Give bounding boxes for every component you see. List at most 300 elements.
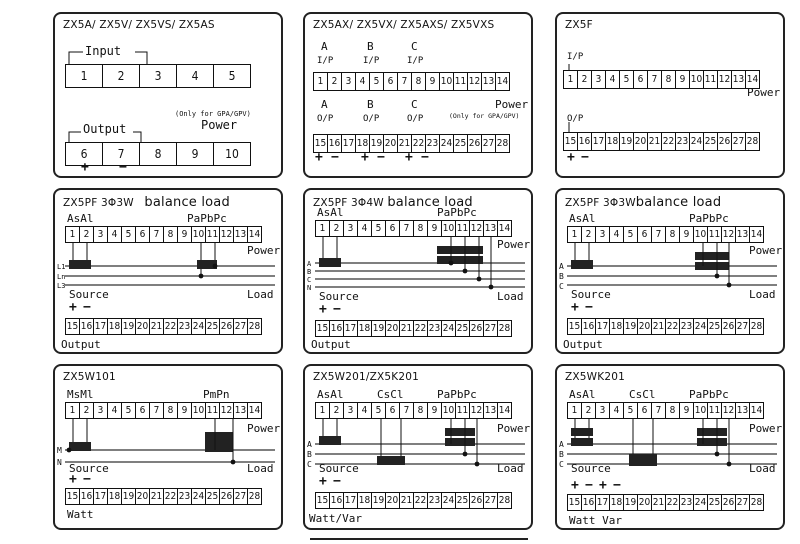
terminal-14: 14 [749, 226, 764, 243]
source-label: Source [319, 462, 359, 475]
terminal-8: 8 [665, 402, 680, 419]
terminal-3: 3 [93, 226, 108, 243]
line-l3: L3 [57, 282, 66, 290]
terminal-24: 24 [689, 132, 704, 151]
terminal-15: 15 [315, 320, 330, 337]
panel-title: ZX5F [565, 19, 593, 31]
terminal-26: 26 [467, 134, 482, 153]
cscl-label: CsCl [629, 388, 656, 401]
terminal-21: 21 [651, 318, 666, 335]
terminal-1: 1 [65, 64, 103, 88]
terminal-9: 9 [679, 226, 694, 243]
terminal-6: 6 [135, 402, 150, 419]
terminal-2: 2 [79, 226, 94, 243]
terminal-22: 22 [413, 320, 428, 337]
terminal-18: 18 [107, 488, 122, 505]
terminal-20: 20 [135, 488, 150, 505]
terminal-17: 17 [93, 318, 108, 335]
terminal-20: 20 [135, 318, 150, 335]
terminal-10: 10 [693, 402, 708, 419]
load-label: Load [497, 290, 524, 303]
minus-sign: − [119, 160, 127, 175]
plus-sign-c: + [405, 150, 413, 165]
plus-sign: + [81, 160, 89, 175]
terminal-5: 5 [623, 402, 638, 419]
output-label: Watt [67, 508, 94, 521]
panel-zx5ax [303, 12, 533, 178]
terminal-10: 10 [191, 226, 206, 243]
terminal-13: 13 [735, 402, 750, 419]
line-a: A [307, 440, 312, 449]
terminal-17: 17 [343, 492, 358, 509]
terminal-9: 9 [427, 220, 442, 237]
terminal-6: 6 [385, 402, 400, 419]
terminal-23: 23 [177, 318, 192, 335]
terminal-strip-bottom [315, 320, 511, 337]
terminal-21: 21 [651, 494, 666, 511]
terminal-12: 12 [469, 220, 484, 237]
terminal-23: 23 [679, 318, 694, 335]
minus-sign: − [333, 302, 341, 317]
terminal-5: 5 [121, 402, 136, 419]
terminal-27: 27 [735, 318, 750, 335]
terminal-strip-bottom [567, 318, 763, 335]
terminal-13: 13 [233, 226, 248, 243]
terminal-11: 11 [707, 402, 722, 419]
op-label-a: O/P [317, 114, 334, 124]
line-c: C [559, 460, 564, 469]
load-label: Load [749, 288, 776, 301]
terminal-9: 9 [177, 226, 192, 243]
terminal-19: 19 [623, 318, 638, 335]
line-b: B [559, 272, 564, 281]
terminal-28: 28 [497, 320, 512, 337]
terminal-7: 7 [149, 402, 164, 419]
terminal-19: 19 [371, 492, 386, 509]
minus-sign-1: − [585, 478, 593, 493]
terminal-18: 18 [107, 318, 122, 335]
terminal-20: 20 [383, 134, 398, 153]
line-c: C [307, 276, 312, 284]
terminal-2: 2 [329, 402, 344, 419]
panel-zx5pf-3p3w [53, 188, 283, 354]
terminal-2: 2 [329, 220, 344, 237]
terminal-6: 6 [65, 142, 103, 166]
terminal-9: 9 [425, 72, 440, 91]
terminal-21: 21 [647, 132, 662, 151]
terminal-18: 18 [355, 134, 370, 153]
terminal-12: 12 [219, 226, 234, 243]
gpa-note: (Only for GPA/GPV) [449, 112, 520, 120]
panel-title-model: ZX5PF 3Φ4W [313, 197, 384, 209]
phase-b-label: B [367, 40, 374, 53]
output-label: Watt Var [569, 514, 622, 527]
terminal-7: 7 [651, 226, 666, 243]
terminal-7: 7 [399, 402, 414, 419]
panel-title: ZX5A/ ZX5V/ ZX5VS/ ZX5AS [63, 19, 215, 31]
plus-sign-2: + [599, 478, 607, 493]
terminal-16: 16 [329, 492, 344, 509]
terminal-strip-bottom [65, 488, 261, 505]
terminal-13: 13 [731, 70, 746, 89]
source-label: Source [319, 290, 359, 303]
terminal-17: 17 [343, 320, 358, 337]
terminal-11: 11 [455, 220, 470, 237]
terminal-13: 13 [233, 402, 248, 419]
power-label: Power [247, 244, 281, 257]
terminal-22: 22 [413, 492, 428, 509]
terminal-22: 22 [163, 318, 178, 335]
output-label: Watt/Var [309, 512, 362, 525]
terminal-1: 1 [567, 402, 582, 419]
terminal-28: 28 [749, 494, 764, 511]
terminal-25: 25 [703, 132, 718, 151]
source-label: Source [571, 462, 611, 475]
terminal-27: 27 [731, 132, 746, 151]
power-label: Power [247, 422, 281, 435]
terminal-4: 4 [107, 226, 122, 243]
terminal-25: 25 [205, 488, 220, 505]
terminal-5: 5 [371, 402, 386, 419]
line-b: B [307, 450, 312, 459]
terminal-10: 10 [441, 402, 456, 419]
terminal-3: 3 [139, 64, 177, 88]
terminal-20: 20 [637, 318, 652, 335]
panel-title-model: ZX5PF 3Φ3W [565, 197, 636, 209]
terminal-7: 7 [651, 402, 666, 419]
terminal-21: 21 [399, 492, 414, 509]
terminal-5: 5 [623, 226, 638, 243]
terminal-11: 11 [703, 70, 718, 89]
terminal-24: 24 [439, 134, 454, 153]
source-label: Source [571, 288, 611, 301]
terminal-11: 11 [205, 226, 220, 243]
terminal-strip-bottom [315, 492, 511, 509]
ip-label: I/P [567, 52, 584, 62]
terminal-14: 14 [745, 70, 760, 89]
terminal-7: 7 [647, 70, 662, 89]
terminal-22: 22 [661, 132, 676, 151]
terminal-19: 19 [371, 320, 386, 337]
minus-sign-c: − [421, 150, 429, 165]
terminal-4: 4 [609, 402, 624, 419]
terminal-26: 26 [721, 318, 736, 335]
line-l1: L1 [57, 263, 66, 271]
phase-b-label-out: B [367, 98, 374, 111]
terminal-22: 22 [411, 134, 426, 153]
terminal-17: 17 [93, 488, 108, 505]
terminal-17: 17 [341, 134, 356, 153]
terminal-28: 28 [247, 318, 262, 335]
terminal-strip-bottom [65, 318, 261, 335]
plus-sign: + [69, 300, 77, 315]
terminal-22: 22 [665, 318, 680, 335]
terminal-3: 3 [93, 402, 108, 419]
terminal-16: 16 [577, 132, 592, 151]
terminal-strip-top [65, 64, 250, 88]
load-label: Load [749, 462, 776, 475]
terminal-9: 9 [675, 70, 690, 89]
power-label: Power [497, 422, 531, 435]
asai-label: AsAl [569, 388, 596, 401]
terminal-16: 16 [329, 320, 344, 337]
terminal-28: 28 [497, 492, 512, 509]
plus-sign: + [319, 302, 327, 317]
terminal-28: 28 [745, 132, 760, 151]
terminal-4: 4 [609, 226, 624, 243]
terminal-26: 26 [469, 320, 484, 337]
terminal-9: 9 [176, 142, 214, 166]
power-label: Power [749, 244, 783, 257]
line-m: M [57, 446, 62, 455]
terminal-15: 15 [567, 494, 582, 511]
terminal-13: 13 [481, 72, 496, 91]
panel-zx5wk201 [555, 364, 785, 530]
minus-sign: − [333, 474, 341, 489]
terminal-14: 14 [497, 402, 512, 419]
terminal-25: 25 [455, 492, 470, 509]
terminal-25: 25 [455, 320, 470, 337]
terminal-13: 13 [735, 226, 750, 243]
terminal-18: 18 [357, 492, 372, 509]
line-b: B [559, 450, 564, 459]
terminal-5: 5 [121, 226, 136, 243]
terminal-23: 23 [427, 320, 442, 337]
terminal-14: 14 [749, 402, 764, 419]
terminal-16: 16 [581, 494, 596, 511]
terminal-26: 26 [721, 494, 736, 511]
terminal-11: 11 [455, 402, 470, 419]
gpa-note: (Only for GPA/GPV) [175, 110, 251, 118]
source-label: Source [69, 462, 109, 475]
panel-title-mode: balance load [144, 195, 230, 210]
terminal-8: 8 [139, 142, 177, 166]
minus-sign: − [581, 150, 589, 165]
terminal-24: 24 [441, 320, 456, 337]
ip-label-b: I/P [363, 56, 380, 66]
terminal-19: 19 [121, 318, 136, 335]
terminal-7: 7 [102, 142, 140, 166]
terminal-4: 4 [176, 64, 214, 88]
terminal-21: 21 [397, 134, 412, 153]
line-ln: Ln [57, 273, 66, 281]
minus-sign: − [585, 300, 593, 315]
terminal-23: 23 [679, 494, 694, 511]
terminal-18: 18 [609, 494, 624, 511]
terminal-20: 20 [385, 320, 400, 337]
source-label: Source [69, 288, 109, 301]
terminal-20: 20 [385, 492, 400, 509]
minus-sign-2: − [613, 478, 621, 493]
line-n: N [57, 458, 62, 467]
terminal-5: 5 [371, 220, 386, 237]
terminal-12: 12 [467, 72, 482, 91]
terminal-8: 8 [413, 220, 428, 237]
terminal-3: 3 [343, 220, 358, 237]
terminal-24: 24 [191, 318, 206, 335]
terminal-strip-bottom [563, 132, 759, 151]
terminal-26: 26 [469, 492, 484, 509]
line-a: A [307, 260, 312, 268]
terminal-4: 4 [357, 402, 372, 419]
plus-sign-1: + [571, 478, 579, 493]
terminal-1: 1 [313, 72, 328, 91]
panel-zx5pf-3p4w [303, 188, 533, 354]
terminal-3: 3 [595, 226, 610, 243]
terminal-6: 6 [385, 220, 400, 237]
terminal-28: 28 [749, 318, 764, 335]
terminal-4: 4 [107, 402, 122, 419]
cropped-panel-edge [310, 538, 528, 544]
load-label: Load [247, 462, 274, 475]
terminal-6: 6 [637, 402, 652, 419]
terminal-10: 10 [439, 72, 454, 91]
terminal-24: 24 [693, 494, 708, 511]
papbpc-label: PaPbPc [187, 212, 227, 225]
cscl-label: CsCl [377, 388, 404, 401]
terminal-1: 1 [315, 402, 330, 419]
papbpc-label: PaPbPc [689, 388, 729, 401]
terminal-13: 13 [483, 402, 498, 419]
terminal-18: 18 [605, 132, 620, 151]
terminal-15: 15 [65, 488, 80, 505]
terminal-20: 20 [637, 494, 652, 511]
asai-label: AsAl [67, 212, 94, 225]
terminal-1: 1 [563, 70, 578, 89]
line-c: C [307, 460, 312, 469]
terminal-27: 27 [233, 318, 248, 335]
terminal-28: 28 [247, 488, 262, 505]
terminal-2: 2 [102, 64, 140, 88]
terminal-27: 27 [481, 134, 496, 153]
plus-sign: + [69, 472, 77, 487]
terminal-17: 17 [591, 132, 606, 151]
terminal-1: 1 [65, 402, 80, 419]
terminal-19: 19 [121, 488, 136, 505]
asai-label: AsAl [317, 388, 344, 401]
minus-sign-b: − [377, 150, 385, 165]
terminal-18: 18 [609, 318, 624, 335]
line-a: A [559, 262, 564, 271]
terminal-6: 6 [383, 72, 398, 91]
terminal-10: 10 [689, 70, 704, 89]
terminal-12: 12 [219, 402, 234, 419]
terminal-15: 15 [315, 492, 330, 509]
terminal-24: 24 [693, 318, 708, 335]
terminal-14: 14 [495, 72, 510, 91]
power-label: Power [749, 422, 783, 435]
terminal-11: 11 [707, 226, 722, 243]
panel-zx5f [555, 12, 785, 178]
power-label: Power [495, 98, 529, 111]
terminal-9: 9 [177, 402, 192, 419]
terminal-18: 18 [357, 320, 372, 337]
minus-sign: − [83, 300, 91, 315]
output-label: Output [563, 338, 603, 351]
papbpc-label: PaPbPc [689, 212, 729, 225]
terminal-12: 12 [721, 402, 736, 419]
terminal-7: 7 [397, 72, 412, 91]
terminal-15: 15 [563, 132, 578, 151]
terminal-2: 2 [577, 70, 592, 89]
power-label: Power [497, 238, 531, 251]
terminal-3: 3 [591, 70, 606, 89]
terminal-8: 8 [413, 402, 428, 419]
terminal-12: 12 [721, 226, 736, 243]
terminal-5: 5 [369, 72, 384, 91]
terminal-6: 6 [637, 226, 652, 243]
output-label: Output [83, 122, 127, 136]
terminal-2: 2 [79, 402, 94, 419]
papbpc-label: PaPbPc [437, 206, 477, 219]
terminal-28: 28 [495, 134, 510, 153]
terminal-14: 14 [497, 220, 512, 237]
terminal-20: 20 [633, 132, 648, 151]
terminal-16: 16 [79, 488, 94, 505]
terminal-27: 27 [735, 494, 750, 511]
panel-title: ZX5AX/ ZX5VX/ ZX5AXS/ ZX5VXS [313, 19, 495, 31]
panel-title-model: ZX5PF 3Φ3W [63, 197, 134, 209]
terminal-14: 14 [247, 402, 262, 419]
terminal-15: 15 [567, 318, 582, 335]
terminal-25: 25 [453, 134, 468, 153]
terminal-strip-bottom [65, 142, 250, 166]
panel-zx5w101 [53, 364, 283, 530]
terminal-3: 3 [595, 402, 610, 419]
terminal-16: 16 [581, 318, 596, 335]
terminal-25: 25 [707, 318, 722, 335]
terminal-1: 1 [65, 226, 80, 243]
terminal-3: 3 [341, 72, 356, 91]
terminal-5: 5 [619, 70, 634, 89]
terminal-15: 15 [65, 318, 80, 335]
terminal-4: 4 [605, 70, 620, 89]
panel-zx5w201 [303, 364, 533, 530]
terminal-13: 13 [483, 220, 498, 237]
panel-title: ZX5W201/ZX5K201 [313, 371, 420, 383]
terminal-16: 16 [327, 134, 342, 153]
panel-title: ZX5W101 [63, 371, 116, 383]
op-label-c: O/P [407, 114, 424, 124]
terminal-27: 27 [483, 320, 498, 337]
output-label: Output [61, 338, 101, 351]
terminal-strip-top [313, 72, 509, 91]
line-c: C [559, 282, 564, 291]
terminal-4: 4 [357, 220, 372, 237]
phase-c-label: C [411, 40, 418, 53]
terminal-1: 1 [315, 220, 330, 237]
ip-label-a: I/P [317, 56, 334, 66]
terminal-19: 19 [369, 134, 384, 153]
terminal-23: 23 [177, 488, 192, 505]
asai-label: AsAl [569, 212, 596, 225]
phase-a-label: A [321, 40, 328, 53]
asai-label: AsAl [317, 206, 344, 219]
minus-sign-a: − [331, 150, 339, 165]
terminal-3: 3 [343, 402, 358, 419]
input-label: Input [85, 44, 122, 58]
op-label: O/P [567, 114, 584, 124]
papbpc-label: PaPbPc [437, 388, 477, 401]
load-label: Load [247, 288, 274, 301]
terminal-21: 21 [399, 320, 414, 337]
terminal-26: 26 [219, 488, 234, 505]
terminal-8: 8 [411, 72, 426, 91]
terminal-6: 6 [135, 226, 150, 243]
terminal-23: 23 [675, 132, 690, 151]
terminal-21: 21 [149, 318, 164, 335]
ip-label-c: I/P [407, 56, 424, 66]
